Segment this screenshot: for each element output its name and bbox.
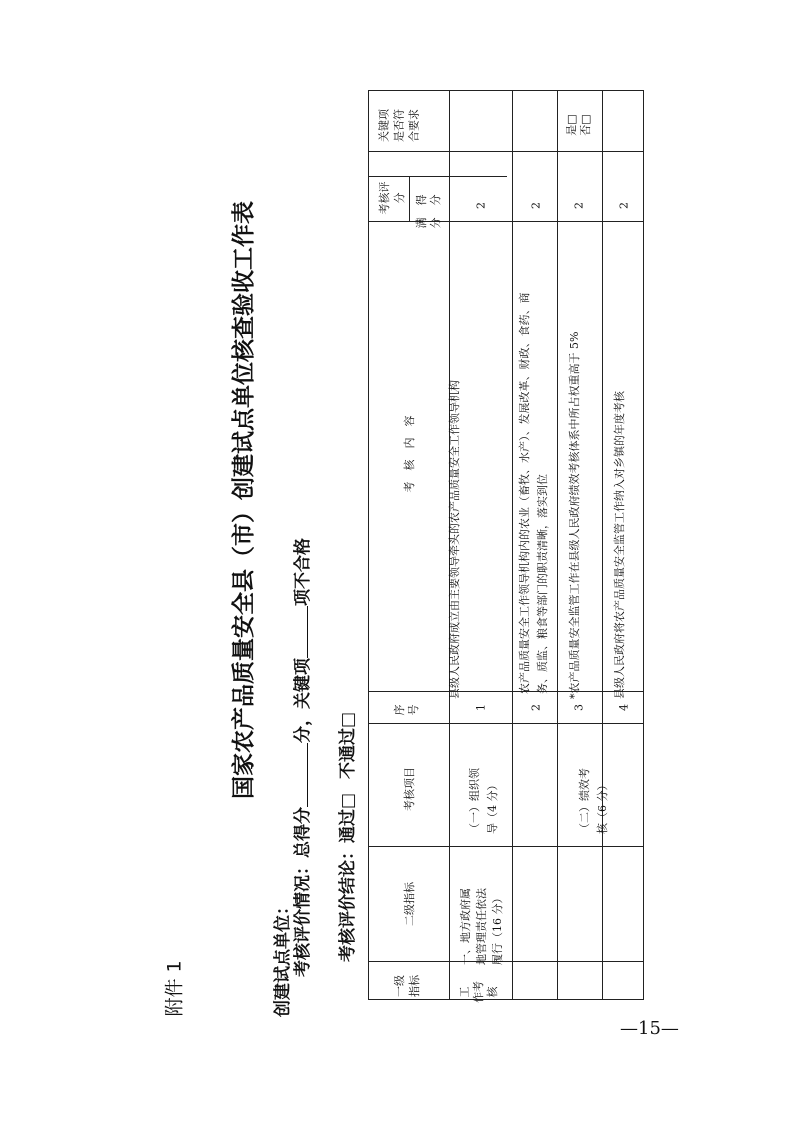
page-number: —15— <box>620 1018 679 1039</box>
row3-key-checkboxes[interactable]: 是□ 否□ <box>565 114 592 136</box>
conclusion-line <box>333 672 357 962</box>
header-got-score: 得 分 <box>415 194 442 206</box>
assessment-table <box>368 90 644 1003</box>
evaluation-line <box>288 437 312 977</box>
row3-full: 2 <box>572 202 586 209</box>
header-score-group: 考核评 分 <box>378 181 406 215</box>
row3-content: *农产品质量安全监管工作在县级人民政府绩效考核体系中所占权重高于 5% <box>568 331 581 699</box>
eval-key-label: 分，关键项 <box>293 658 313 743</box>
row1-content: 县级人民政府成立由主要领导牵头的农产品质量安全工作领导机构 <box>448 380 461 699</box>
document-title: 国家农产品质量安全县（市）创建试点单位核查验收工作表 <box>231 201 257 799</box>
attachment-label: 附件 1 <box>163 960 186 1017</box>
unit-label: 创建试点单位： <box>273 898 293 1017</box>
conclusion-pass-label: 考核评价结论：通过 <box>338 809 358 962</box>
level1-label: 工 作考 核 <box>458 981 499 1003</box>
fail-checkbox[interactable]: □ <box>338 711 358 728</box>
row2-seq: 2 <box>529 704 543 711</box>
header-level1: 一级 指标 <box>393 975 421 997</box>
header-seq: 序 号 <box>393 704 420 716</box>
header-full-score: 满 分 <box>415 217 442 229</box>
row1-full: 2 <box>474 202 488 209</box>
eval-total-label: 考核评价情况：总得分 <box>293 807 313 977</box>
header-content: 考 核 内 容 <box>403 415 416 493</box>
conclusion-fail-label: 不通过 <box>338 727 358 779</box>
row2-content: 农产品质量安全工作领导机构内的农业（畜牧、水产）、发展改革、财政、食药、商 务、质监、粮食等部门的职责清晰，落实到位 <box>518 292 549 694</box>
eval-fail-label: 项不合格 <box>293 538 313 606</box>
project-2-label: （二）绩效考 核（6 分） <box>578 768 609 834</box>
row1-seq: 1 <box>474 704 488 711</box>
row4-full: 2 <box>617 202 631 209</box>
header-key-requirement: 关键项 是否符 合要求 <box>377 109 421 142</box>
row3-seq: 3 <box>572 704 586 711</box>
row4-seq: 4 <box>617 704 631 711</box>
row2-full: 2 <box>529 202 543 209</box>
header-project: 考核项目 <box>403 767 416 811</box>
row4-content: 县级人民政府将农产品质量安全监管工作纳入对乡镇的年度考核 <box>613 391 626 699</box>
pass-checkbox[interactable]: □ <box>338 792 358 809</box>
level2-label: 一、地方政府属 地管理责任依法 履行（16 分） <box>459 888 504 965</box>
project-1-label: （一）组织领 导（4 分） <box>468 768 499 834</box>
header-level2: 二级指标 <box>403 882 416 926</box>
